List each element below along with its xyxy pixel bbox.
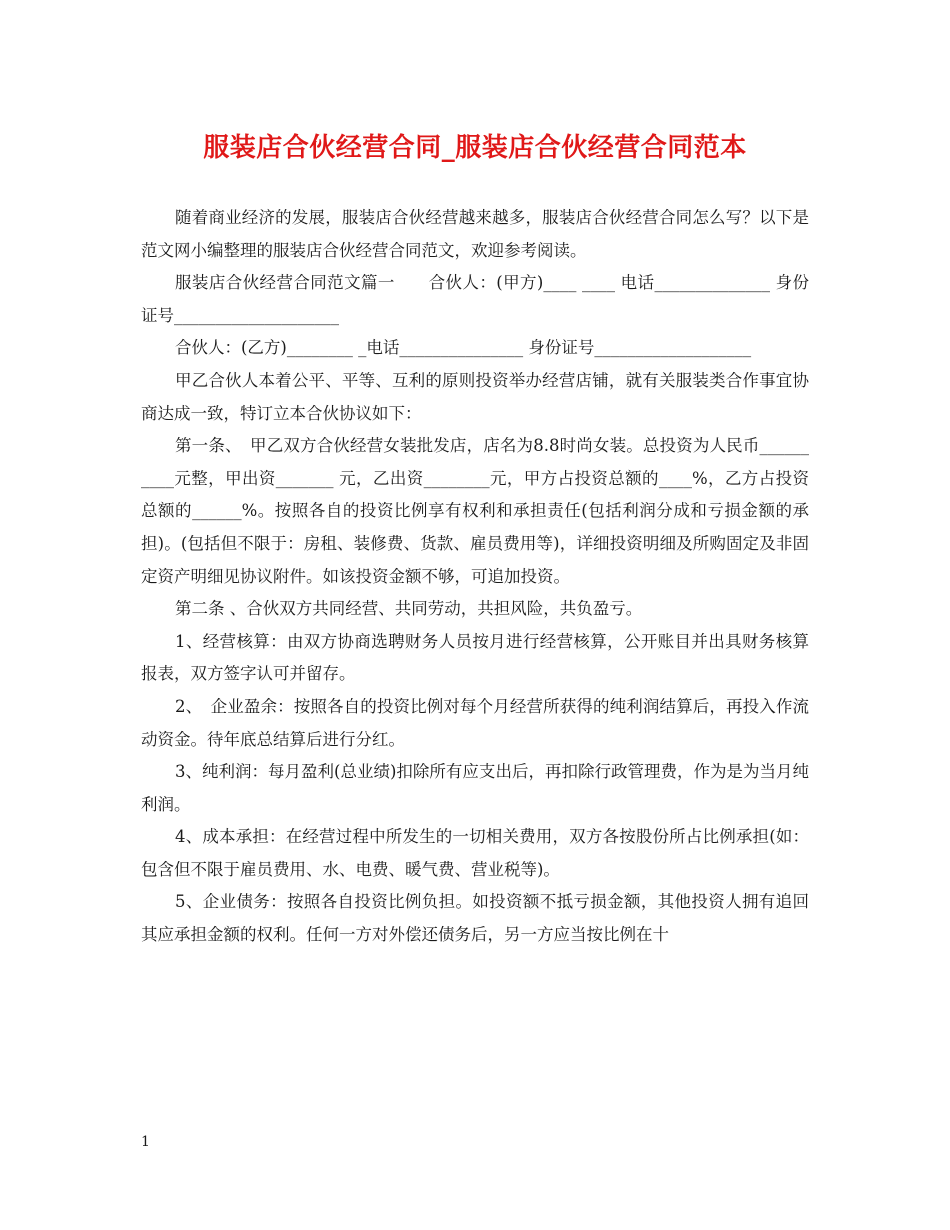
paragraph-item-4: 4、成本承担：在经营过程中所发生的一切相关费用，双方各按股份所占比例承担(如：包含但不限于雇员费用、水、电费、暖气费、营业税等)。: [141, 827, 809, 879]
paragraph-intro: 随着商业经济的发展，服装店合伙经营越来越多，服装店合伙经营合同怎么写？以下是范文网小编整理的服装店合伙经营合同范文，欢迎参考阅读。: [141, 208, 809, 260]
paragraph-article-1: 第一条、 甲乙双方合伙经营女装批发店，店名为8.8时尚女装。总投资为人民币__________元整，甲出资_______ 元，乙出资________元，甲方占投资总额的____%，乙方占投资总额的______%。按照各自的投资比例享有权利和承担责任(包括利润分成和亏损金额的承担)。(包括但不限于：房租、装修费、货款、雇员费用等)，详细投资明细及所购固定及非固定资产明细见协议附件。如该投资金额不够，可追加投资。: [141, 436, 809, 586]
paragraph-item-3: 3、纯利润：每月盈利(总业绩)扣除所有应支出后，再扣除行政管理费，作为是为当月纯利润。: [141, 762, 809, 814]
paragraph-preamble: 甲乙合伙人本着公平、平等、互利的原则投资举办经营店铺，就有关服装类合作事宜协商达成一致，特订立本合伙协议如下：: [141, 370, 809, 423]
paragraph-party-b: 合伙人：(乙方)________ _电话_______________ 身份证号___________________: [175, 338, 752, 358]
document-title: 服装店合伙经营合同_服装店合伙经营合同范本: [203, 133, 747, 163]
document-body: [141, 202, 809, 952]
paragraph-item-1: 1、经营核算：由双方协商选聘财务人员按月进行经营核算，公开账目并出具财务核算报表，双方签字认可并留存。: [141, 631, 809, 684]
paragraph-item-5: 5、企业债务：按照各自投资比例负担。如投资额不抵亏损金额，其他投资人拥有追回其应承担金额的权利。任何一方对外偿还债务后，另一方应当按比例在十: [141, 892, 809, 945]
paragraph-item-2: 2、 企业盈余：按照各自的投资比例对每个月经营所获得的纯利润结算后，再投入作流动资金。待年底总结算后进行分红。: [141, 696, 809, 749]
paragraph-party-a: 服装店合伙经营合同范文篇一 合伙人：(甲方)____ ____ 电话______________ 身份证号____________________: [141, 273, 809, 325]
page-number: 1: [141, 1134, 150, 1150]
paragraph-article-2: 第二条 、合伙双方共同经营、共同劳动，共担风险，共负盈亏。: [175, 599, 643, 619]
